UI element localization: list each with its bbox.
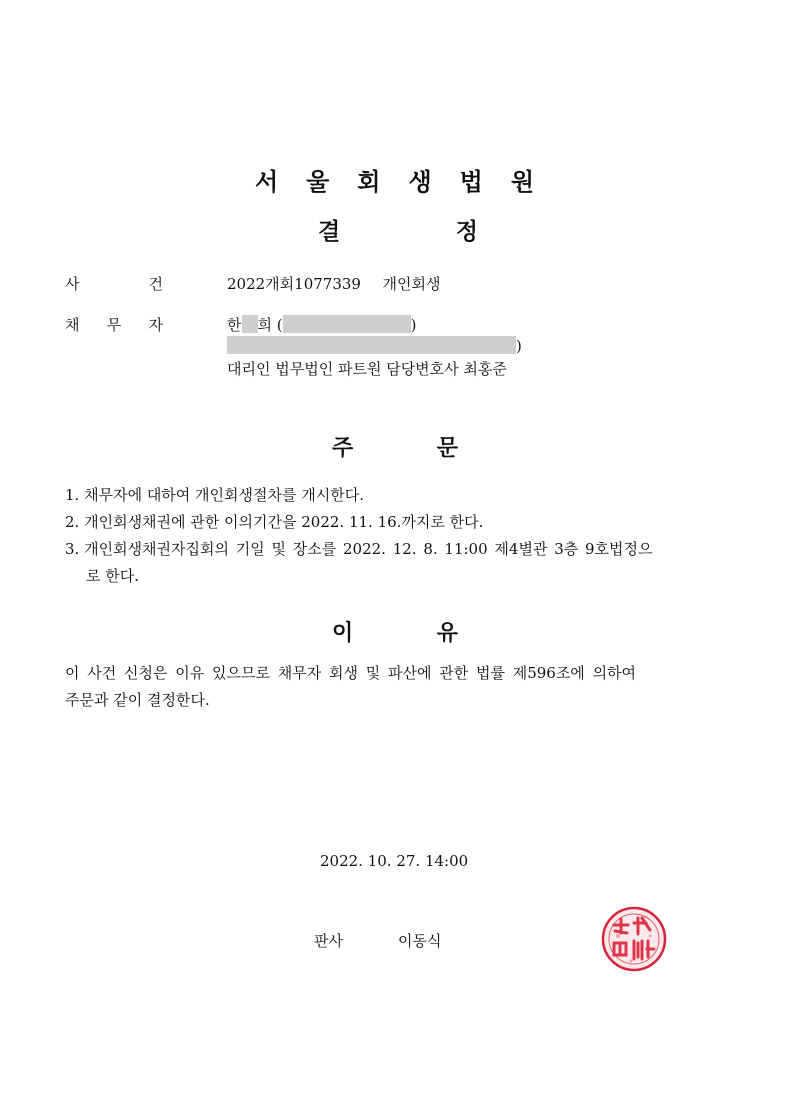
decision-datetime: 2022. 10. 27. 14:00: [320, 852, 469, 870]
order-item-2: [65, 511, 483, 532]
debtor-address-line: [227, 336, 522, 355]
address-paren-close: ): [516, 337, 522, 355]
redacted-address-block: [227, 336, 516, 354]
case-value: [227, 273, 441, 294]
case-label-char: 사: [65, 275, 80, 293]
redacted-id-block: [283, 315, 411, 333]
order-item-1: [65, 484, 364, 505]
debtor-label-char: 무: [106, 316, 122, 334]
representative: 대리인 법무법인 파트원 담당변호사 최홍준: [227, 360, 507, 378]
redacted-name-block: [242, 315, 258, 333]
reason-heading-char-1: 이: [332, 621, 354, 646]
reason-heading-char-2: 유: [436, 621, 458, 646]
judge-name: 이동식: [398, 932, 442, 950]
case-number: 2022개회1077339: [227, 275, 361, 293]
debtor-name-line: [227, 314, 417, 335]
case-label-char: 건: [148, 275, 163, 293]
order-item-3-continuation: 로 한다.: [86, 567, 140, 585]
paren-close: ): [410, 316, 417, 334]
order-item-number: 1.: [65, 486, 80, 504]
order-heading-char-1: 주: [332, 436, 354, 461]
debtor-label-char: 자: [148, 316, 163, 334]
debtor-name-last: 희: [257, 316, 272, 334]
order-item-number: 3.: [65, 540, 80, 558]
reason-line-1: 이 사건 신청은 이유 있으므로 채무자 회생 및 파산에 관한 법률 제596조에 의하여: [65, 664, 637, 682]
debtor-label: [65, 314, 163, 335]
order-heading-char-2: 문: [436, 436, 458, 461]
debtor-name-first: 한: [227, 316, 242, 334]
document-type-char-2: 정: [455, 219, 478, 245]
order-item-text: 개인회생채권에 관한 이의기간을 2022. 11. 16.까지로 한다.: [84, 513, 484, 531]
reason-line-2: 주문과 같이 결정한다.: [65, 691, 210, 709]
court-seal-icon: [598, 903, 670, 975]
reason-heading: [332, 616, 458, 647]
order-item-text: 개인회생채권자집회의 기일 및 장소를 2022. 12. 8. 11:00 제4별관 3층 9호법정으: [84, 540, 653, 558]
court-seal-graphic: [598, 903, 670, 975]
order-item-number: 2.: [65, 513, 80, 531]
order-item-3: [65, 538, 735, 559]
debtor-label-char: 채: [65, 316, 80, 334]
order-heading: [332, 431, 458, 462]
paren-open: (: [276, 316, 283, 334]
case-type: 개인회생: [382, 275, 441, 293]
document-type-char-1: 결: [318, 219, 341, 245]
court-title: 서울회생법원: [254, 168, 563, 196]
case-label: [65, 273, 163, 294]
order-item-text: 채무자에 대하여 개인회생절차를 개시한다.: [84, 486, 364, 504]
document-type: [318, 213, 478, 246]
judge-title: 판사: [314, 932, 343, 950]
